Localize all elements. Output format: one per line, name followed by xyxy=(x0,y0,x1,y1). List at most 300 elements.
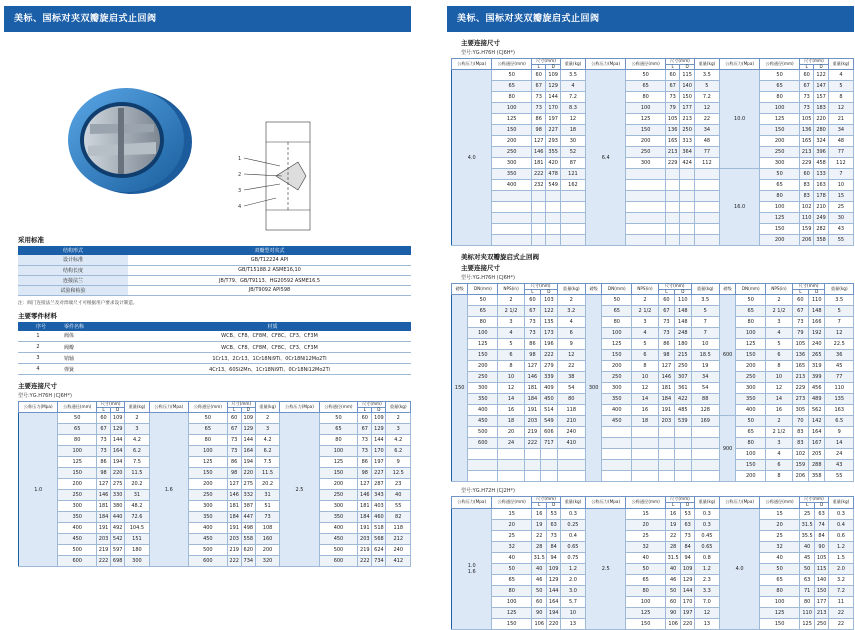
right-t3-cell: 105 xyxy=(815,552,828,563)
left-dims-header-dn: 公称通径(mm) xyxy=(58,402,97,413)
right-t1-cell: 181 xyxy=(531,158,545,169)
right-t1-header-size: 尺寸(mm) xyxy=(799,59,828,65)
right-t2-cell: 240 xyxy=(557,427,585,438)
right-t1-cell: 7 xyxy=(828,169,853,180)
right-t3-row xyxy=(452,519,854,530)
materials-cell-name: 销轴 xyxy=(58,353,128,364)
right-t3-cell: 84 xyxy=(547,541,560,552)
right-t1-cell: 250 xyxy=(626,147,666,158)
left-dims-cell: 250 xyxy=(319,490,358,501)
right-t1-cell: 420 xyxy=(546,158,560,169)
right-t1-cell: 79 xyxy=(665,103,679,114)
left-dims-cell: 330 xyxy=(111,490,125,501)
left-dims-cell: 20.2 xyxy=(125,479,149,490)
right-t2-cell: 102 xyxy=(792,449,808,460)
materials-header-1: 零件名称 xyxy=(58,322,128,331)
right-t2-cell: 50 xyxy=(602,295,632,306)
left-dims-header-weight: 重量(kg) xyxy=(125,402,149,413)
materials-row xyxy=(18,342,411,353)
right-page xyxy=(447,6,854,630)
right-t3-header-l: L xyxy=(665,503,680,509)
right-t2-cell: 196 xyxy=(541,339,557,350)
right-t3-row xyxy=(452,574,854,585)
right-t2-cell: 169 xyxy=(691,416,719,427)
right-t3-cell: 150 xyxy=(815,585,828,596)
right-t1-cell: 50 xyxy=(492,70,532,81)
right-t1-cell: 80 xyxy=(626,92,666,103)
right-t2-cell: 122 xyxy=(541,306,557,317)
right-t3-row xyxy=(452,541,854,552)
right-t1-cell-empty xyxy=(626,180,666,191)
right-t2-cell: 206 xyxy=(792,471,808,482)
left-dims-cell: 181 xyxy=(358,501,372,512)
right-t3-cell: 71 xyxy=(799,585,814,596)
right-t1-cell: 121 xyxy=(560,169,585,180)
right-t1-row xyxy=(452,81,854,92)
right-t1-header-d: D xyxy=(546,64,560,70)
right-t3-cell: 25 xyxy=(492,530,532,541)
left-page xyxy=(4,6,411,567)
right-t2-cell: 539 xyxy=(675,416,691,427)
right-t1-cell: 424 xyxy=(680,158,694,169)
right-t1-cell: 12 xyxy=(694,103,719,114)
right-t2-cell: 110 xyxy=(675,295,691,306)
left-dims-header-size: 尺寸(mm) xyxy=(227,402,255,408)
right-t3-cell: 90 xyxy=(531,607,546,618)
left-dims-cell: 150 xyxy=(319,468,358,479)
right-t2-cell: 2 xyxy=(766,295,792,306)
right-t2-cell-empty xyxy=(498,449,524,460)
right-t2-cell: 6 xyxy=(498,350,524,361)
right-t1-cell: 73 xyxy=(531,103,545,114)
standards-row xyxy=(18,285,411,295)
right-t2-cell-empty xyxy=(691,438,719,449)
right-t3-row xyxy=(452,596,854,607)
left-dims-row xyxy=(19,435,411,446)
right-t1-cell: 100 xyxy=(760,202,800,213)
right-t2-cell: 80 xyxy=(602,317,632,328)
right-t2-cell: 10 xyxy=(632,372,658,383)
right-t2-cell-empty xyxy=(675,438,691,449)
right-t1-cell: 52 xyxy=(560,147,585,158)
right-t1-cell: 140 xyxy=(680,81,694,92)
left-dims-cell: 2 xyxy=(125,413,149,424)
right-t1-cell-empty xyxy=(560,191,585,202)
right-t2-header-size: 尺寸(mm) xyxy=(524,284,557,290)
right-t1-cell-empty xyxy=(546,202,560,213)
right-t1-row xyxy=(452,125,854,136)
right-t1-cell: 150 xyxy=(626,125,666,136)
right-t1-cell-empty xyxy=(665,202,679,213)
left-dims-cell: 184 xyxy=(227,512,241,523)
standards-cell: 连接法兰 xyxy=(18,275,128,285)
left-dims-cell: 127 xyxy=(97,479,111,490)
right-t1-cell: 125 xyxy=(760,114,800,125)
right-t1-cell: 73 xyxy=(531,92,545,103)
right-t3-cell: 1.2 xyxy=(828,541,853,552)
right-t1-cell: 150 xyxy=(492,125,532,136)
right-t2-cell: 250 xyxy=(675,361,691,372)
right-t2-cell-empty xyxy=(691,449,719,460)
left-dims-cell: 3 xyxy=(125,424,149,435)
left-dims-cell: 86 xyxy=(358,457,372,468)
left-dims-cell: 104.5 xyxy=(125,523,149,534)
right-t1-cell: 165 xyxy=(799,136,813,147)
right-t2-header-dn: DN(mm) xyxy=(736,284,766,295)
right-t3-row xyxy=(452,607,854,618)
left-dims-cell: 624 xyxy=(372,545,386,556)
left-dims-cell: 98 xyxy=(358,468,372,479)
right-t1-row xyxy=(452,180,854,191)
left-dims-cell: 100 xyxy=(319,446,358,457)
left-dims-cell: 146 xyxy=(97,490,111,501)
right-t1-cell: 213 xyxy=(665,147,679,158)
right-t1-cell: 324 xyxy=(814,136,828,147)
left-dims-cell: 184 xyxy=(97,512,111,523)
materials-cell-num: 4 xyxy=(18,364,58,375)
right-t1-cell: 115 xyxy=(680,70,694,81)
right-t1-cell: 73 xyxy=(665,92,679,103)
right-t1-header-group: 公称压力(Mpa) xyxy=(719,59,759,70)
left-dims-cell: 144 xyxy=(241,435,255,446)
right-t1-cell: 549 xyxy=(546,180,560,191)
right-t2-row xyxy=(452,372,854,383)
right-t1-cell: 83 xyxy=(799,191,813,202)
drawing-label-4: 4 xyxy=(238,204,242,210)
right-t1-row xyxy=(452,191,854,202)
right-t2-cell: 12 xyxy=(557,350,585,361)
right-t2-cell: 350 xyxy=(468,394,498,405)
standards-header-0: 结构形式 xyxy=(18,246,128,255)
left-dims-cell: 203 xyxy=(227,534,241,545)
right-t3-cell: 25 xyxy=(760,530,800,541)
right-t2-cell: 7 xyxy=(825,317,854,328)
right-t1-cell: 213 xyxy=(680,114,694,125)
right-t2-cell: 73 xyxy=(658,328,674,339)
standards-cell: GB/T15188.2 ASME16,10 xyxy=(128,265,411,275)
right-t3-cell: 31.5 xyxy=(665,552,680,563)
right-t3-cell: 31.5 xyxy=(531,552,546,563)
right-t2-cell: 191 xyxy=(524,405,540,416)
right-t1-cell: 146 xyxy=(531,147,545,158)
right-t2-cell: 80 xyxy=(468,317,498,328)
right-t1-cell: 3.5 xyxy=(694,70,719,81)
left-dims-cell: 300 xyxy=(58,501,97,512)
left-dims-cell: 450 xyxy=(58,534,97,545)
left-dims-cell: 350 xyxy=(58,512,97,523)
right-t2-cell: 203 xyxy=(658,416,674,427)
right-t3-cell: 22 xyxy=(665,530,680,541)
right-t3-cell: 25 xyxy=(799,508,814,519)
right-t2-header-class: 磅级 xyxy=(719,284,735,295)
right-t2-cell: 34 xyxy=(691,372,719,383)
right-t2-cell-empty xyxy=(675,427,691,438)
right-t2-row xyxy=(452,361,854,372)
right-t1-cell: 200 xyxy=(492,136,532,147)
right-t2-cell: 60 xyxy=(524,295,540,306)
right-t2-cell: 339 xyxy=(541,372,557,383)
right-t3-cell: 32 xyxy=(626,541,666,552)
right-t2-cell: 86 xyxy=(658,339,674,350)
drawing-label-2: 2 xyxy=(238,172,242,178)
right-t2-cell: 305 xyxy=(792,405,808,416)
right-t1-header-size: 尺寸(mm) xyxy=(531,59,560,65)
right-t3-header-size: 尺寸(mm) xyxy=(799,497,828,503)
right-t2-cell: 125 xyxy=(468,339,498,350)
right-t2-title: 美标对夹双瓣旋启式止回阀 xyxy=(461,253,539,262)
right-t1-cell-empty xyxy=(546,235,560,246)
left-dims-cell: 447 xyxy=(241,512,255,523)
left-dims-cell: 40 xyxy=(386,490,411,501)
right-t3-header-size: 尺寸(mm) xyxy=(531,497,560,503)
right-t2-cell: 9 xyxy=(557,339,585,350)
right-t1-cell: 147 xyxy=(814,81,828,92)
left-dims-table xyxy=(18,401,411,567)
left-dims-header-row xyxy=(19,402,411,408)
standards-header-1: 双瓣型对夹式 xyxy=(128,246,411,255)
right-t1-cell-empty xyxy=(546,224,560,235)
right-t2-cell: 65 xyxy=(602,306,632,317)
right-t1-cell-empty xyxy=(492,235,532,246)
right-t3-cell: 65 xyxy=(760,574,800,585)
right-t2-cell: 103 xyxy=(541,295,557,306)
left-dims-cell: 6.2 xyxy=(125,446,149,457)
right-t2-cell: 180 xyxy=(675,339,691,350)
right-t2-cell: 50 xyxy=(736,295,766,306)
right-t2-cell: 184 xyxy=(524,394,540,405)
materials-table xyxy=(18,322,411,376)
right-t2-cell: 3 xyxy=(632,317,658,328)
right-t1-cell: 313 xyxy=(680,136,694,147)
right-t1-cell: 162 xyxy=(560,180,585,191)
right-t3-cell: 90 xyxy=(665,607,680,618)
right-t1-cell-empty xyxy=(694,180,719,191)
right-t2-row xyxy=(452,339,854,350)
left-dims-cell: 86 xyxy=(97,457,111,468)
right-t2-cell: 203 xyxy=(524,416,540,427)
left-dims-cell: 380 xyxy=(111,501,125,512)
right-t2-cell: 128 xyxy=(691,405,719,416)
left-dims-header-size: 尺寸(mm) xyxy=(97,402,125,408)
right-t2-cell-empty xyxy=(632,438,658,449)
materials-cell-name: 阀瓣 xyxy=(58,342,128,353)
right-t2-cell: 5 xyxy=(691,306,719,317)
right-t1-cell: 80 xyxy=(492,92,532,103)
right-t1-cell: 197 xyxy=(546,114,560,125)
right-t2-cell: 450 xyxy=(541,394,557,405)
right-t2-cell-empty xyxy=(602,471,632,482)
right-t2-cell-empty xyxy=(498,460,524,471)
right-t2-cell: 410 xyxy=(557,438,585,449)
right-t1-cell: 50 xyxy=(760,70,800,81)
left-dims-cell: 127 xyxy=(227,479,241,490)
right-t2-cell: 3.2 xyxy=(557,306,585,317)
left-dims-cell: 460 xyxy=(372,512,386,523)
right-t3-cell: 0.65 xyxy=(694,541,719,552)
left-dims-cell: 350 xyxy=(189,512,228,523)
right-t1-cell-empty xyxy=(680,169,694,180)
right-t1-cell: 5 xyxy=(828,81,853,92)
right-t1-cell: 86 xyxy=(531,114,545,125)
left-dims-cell: 350 xyxy=(319,512,358,523)
left-dims-cell: 73 xyxy=(97,435,111,446)
right-t2-cell: 4 xyxy=(557,317,585,328)
right-t2-group-label: 900 xyxy=(719,416,735,482)
right-t1-cell-empty xyxy=(680,235,694,246)
right-t2-cell: 7 xyxy=(691,328,719,339)
right-t2-header-l: L xyxy=(658,289,674,295)
right-t3-group-label: 2.5 xyxy=(585,508,625,629)
right-t1-header-d: D xyxy=(680,64,694,70)
right-t3-cell: 194 xyxy=(547,607,560,618)
left-dims-cell: 72.6 xyxy=(125,512,149,523)
right-t3-cell: 63 xyxy=(815,508,828,519)
right-t2-row xyxy=(452,405,854,416)
left-banner: 美标、国标对夹双瓣旋启式止回阀 xyxy=(4,6,411,32)
right-t2-cell-empty xyxy=(675,460,691,471)
right-t1-cell: 77 xyxy=(694,147,719,158)
right-t1-row xyxy=(452,103,854,114)
right-t2-row xyxy=(452,383,854,394)
left-dims-cell: 558 xyxy=(241,534,255,545)
right-t2-cell: 399 xyxy=(809,372,825,383)
left-dims-header-weight: 重量(kg) xyxy=(386,402,411,413)
right-t2-cell: 2 xyxy=(632,295,658,306)
right-t1-cell-empty xyxy=(680,213,694,224)
right-t1-cell: 80 xyxy=(760,92,800,103)
right-t2-cell: 125 xyxy=(602,339,632,350)
right-t1-row xyxy=(452,169,854,180)
right-t3-cell: 20 xyxy=(492,519,532,530)
left-dims-cell: 67 xyxy=(227,424,241,435)
left-dims-header-l: L xyxy=(227,407,241,413)
right-t2-cell: 181 xyxy=(658,383,674,394)
right-t1-cell: 15 xyxy=(828,191,853,202)
right-t3-cell: 140 xyxy=(815,574,828,585)
left-dims-cell: 51 xyxy=(255,501,279,512)
left-dims-cell: 48.2 xyxy=(125,501,149,512)
left-dims-cell: 219 xyxy=(227,545,241,556)
right-t2-cell: 73 xyxy=(792,317,808,328)
right-t1-cell-empty xyxy=(694,202,719,213)
right-t1-cell: 43 xyxy=(828,224,853,235)
right-t1-table xyxy=(451,58,854,246)
right-t2-header-size: 尺寸(mm) xyxy=(792,284,825,290)
right-t2-cell: 12 xyxy=(632,383,658,394)
right-t1-cell: 50 xyxy=(760,169,800,180)
right-t1-cell: 127 xyxy=(531,136,545,147)
right-t1-cell-empty xyxy=(560,202,585,213)
right-t3-row xyxy=(452,552,854,563)
right-t3-cell: 5.7 xyxy=(560,596,585,607)
right-t3-header-size: 尺寸(mm) xyxy=(665,497,694,503)
right-t1-group-label: 10.0 xyxy=(719,70,759,169)
left-dims-cell: 200 xyxy=(189,479,228,490)
right-t2-cell: 422 xyxy=(675,394,691,405)
right-t3-header-weight: 重量(kg) xyxy=(560,497,585,508)
left-dims-cell: 194 xyxy=(241,457,255,468)
left-dims-cell: 109 xyxy=(241,413,255,424)
left-dims-cell: 98 xyxy=(97,468,111,479)
right-t2-cell: 229 xyxy=(792,383,808,394)
right-t2-cell: 300 xyxy=(736,383,766,394)
right-t1-cell-empty xyxy=(531,235,545,246)
right-t2-cell: 279 xyxy=(541,361,557,372)
right-t3-cell: 50 xyxy=(760,563,800,574)
right-t2-cell: 2 1/2 xyxy=(498,306,524,317)
right-t2-cell: 192 xyxy=(809,328,825,339)
right-t2-cell-empty xyxy=(541,460,557,471)
right-t2-cell: 250 xyxy=(602,372,632,383)
right-t1-cell: 222 xyxy=(531,169,545,180)
left-dims-cell: 181 xyxy=(227,501,241,512)
right-t3-subtitle: 型号:YG.H72H (CJ2H*) xyxy=(461,488,515,495)
left-dims-cell: 200 xyxy=(319,479,358,490)
right-t2-cell: 12 xyxy=(498,383,524,394)
right-t2-cell-empty xyxy=(691,460,719,471)
right-t1-cell: 112 xyxy=(828,158,853,169)
right-t1-cell: 55 xyxy=(828,235,853,246)
right-t1-cell-empty xyxy=(626,202,666,213)
right-t2-cell: 135 xyxy=(541,317,557,328)
left-dims-row xyxy=(19,490,411,501)
right-t3-cell: 2.0 xyxy=(828,563,853,574)
right-t1-cell: 280 xyxy=(814,125,828,136)
materials-cell-material: WCB、CF8、CF8M、CF8C、CF3、CF3M xyxy=(128,342,411,353)
right-t3-cell: 35.5 xyxy=(799,530,814,541)
right-t2-cell: 606 xyxy=(541,427,557,438)
right-t2-cell: 159 xyxy=(792,460,808,471)
right-t2-cell: 5 xyxy=(632,339,658,350)
right-t3-cell: 213 xyxy=(815,607,828,618)
right-t3-cell: 150 xyxy=(626,618,666,629)
right-t2-cell: 80 xyxy=(557,394,585,405)
right-t3-cell: 0.65 xyxy=(560,541,585,552)
right-t1-cell: 250 xyxy=(492,147,532,158)
left-dims-cell: 146 xyxy=(358,490,372,501)
right-t2-cell: 10 xyxy=(691,339,719,350)
right-t1-cell: 133 xyxy=(814,169,828,180)
right-t2-cell-empty xyxy=(602,427,632,438)
right-t1-cell: 136 xyxy=(665,125,679,136)
right-t2-header-d: D xyxy=(675,289,691,295)
right-t1-cell-empty xyxy=(546,191,560,202)
right-t2-cell: 350 xyxy=(736,394,766,405)
right-t2-cell: 20 xyxy=(498,427,524,438)
left-dims-cell: 65 xyxy=(319,424,358,435)
materials-cell-name: 弹簧 xyxy=(58,364,128,375)
standards-cell: JB/T9092 API598 xyxy=(128,285,411,295)
right-t3-header-dn: 公称通径(mm) xyxy=(492,497,532,508)
right-t2-cell: 150 xyxy=(602,350,632,361)
left-dims-cell: 170 xyxy=(372,446,386,457)
right-t1-cell-empty xyxy=(626,235,666,246)
right-t2-cell: 514 xyxy=(541,405,557,416)
left-dims-group-label: 1.0 xyxy=(19,413,58,567)
right-t2-cell: 4 xyxy=(498,328,524,339)
left-dims-cell: 100 xyxy=(189,446,228,457)
left-dims-cell: 498 xyxy=(241,523,255,534)
right-t3-cell: 10 xyxy=(560,607,585,618)
right-t1-cell-empty xyxy=(531,224,545,235)
right-t2-cell: 222 xyxy=(541,350,557,361)
materials-title: 主要零件材料 xyxy=(18,311,57,320)
left-dims-cell: 387 xyxy=(241,501,255,512)
right-t2-cell: 6.5 xyxy=(825,416,854,427)
right-t3-cell: 109 xyxy=(547,563,560,574)
left-dims-cell: 200 xyxy=(255,545,279,556)
right-t1-header-row xyxy=(452,59,854,65)
